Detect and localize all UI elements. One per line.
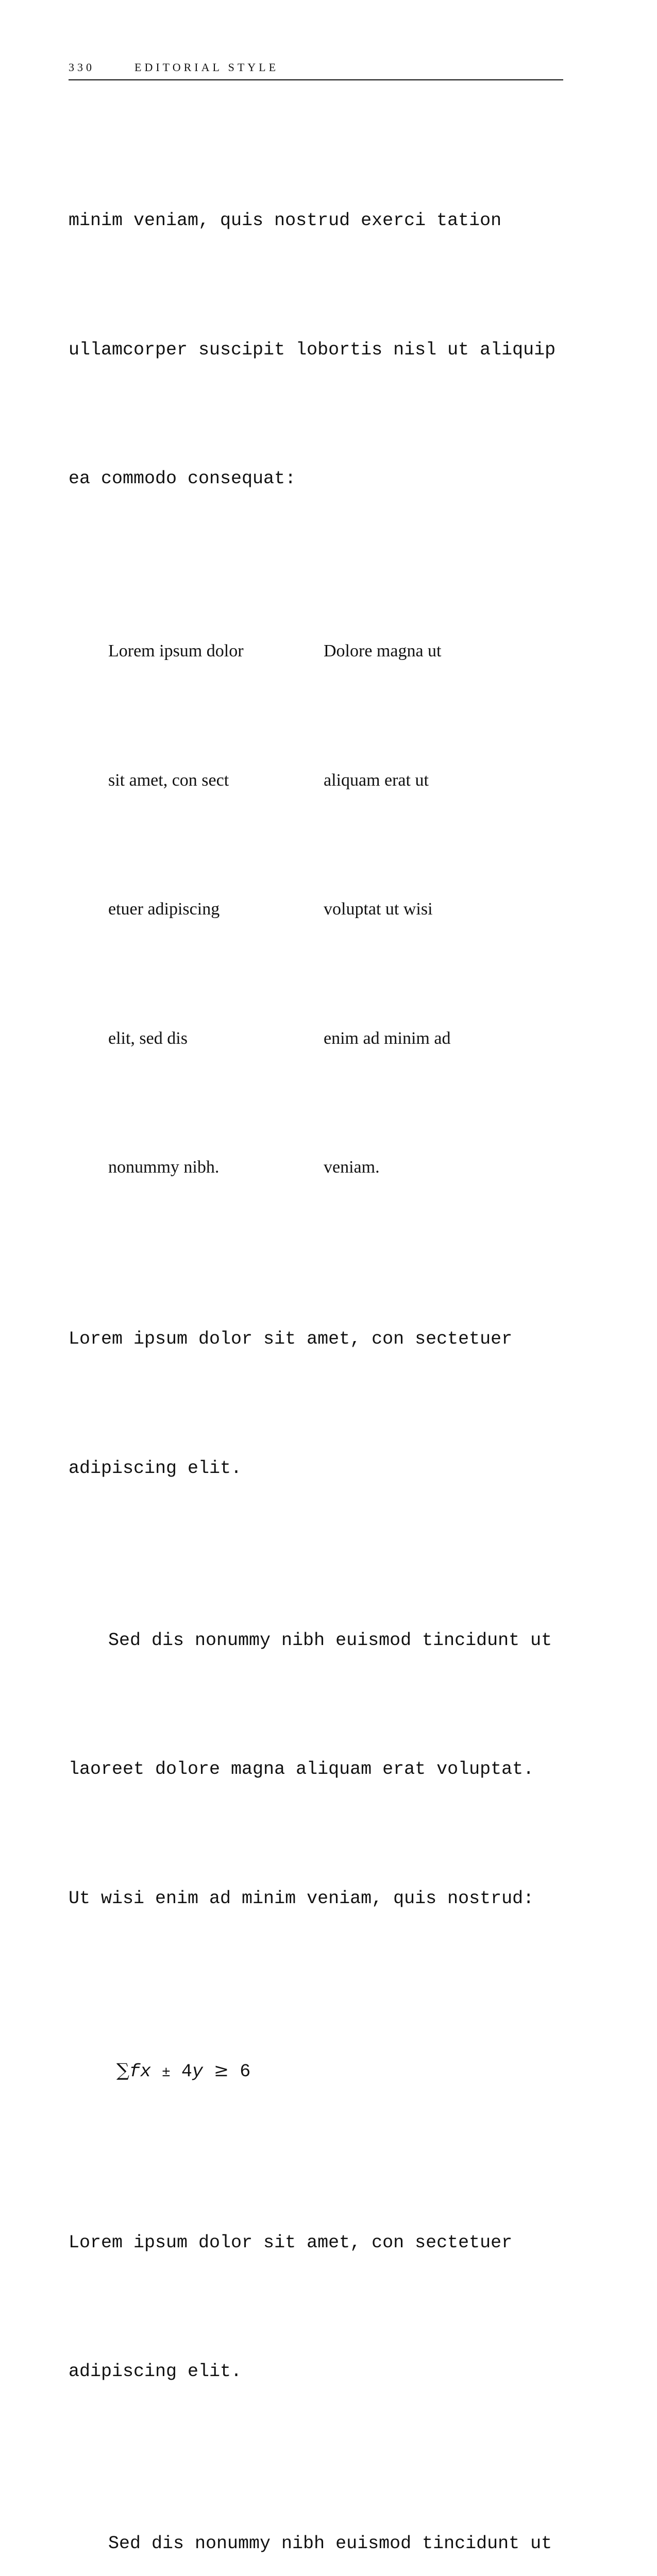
summation-symbol: ∑ — [116, 2060, 129, 2081]
running-head — [69, 57, 563, 80]
column-right-cell: voluptat ut wisi — [324, 900, 433, 919]
text-line: Lorem ipsum dolor sit amet, con sectetuer — [69, 2232, 513, 2253]
column-right-cell: Dolore magna ut — [324, 641, 442, 660]
text-line: adipiscing elit. — [69, 1458, 242, 1479]
text-line: Lorem ipsum dolor sit amet, con sectetuer — [69, 1329, 513, 1349]
text-line: adipiscing elit. — [69, 2361, 242, 2382]
column-row — [69, 1017, 563, 1060]
column-row — [69, 888, 563, 931]
column-row — [69, 1146, 563, 1189]
column-row — [69, 759, 563, 802]
column-left-cell: Lorem ipsum dolor — [108, 641, 244, 660]
text-line: ea commodo consequat: — [69, 468, 296, 489]
column-row — [69, 630, 563, 673]
column-left-cell: sit amet, con sect — [108, 770, 229, 790]
body-text — [69, 113, 563, 2576]
text-line: minim veniam, quis nostrud exerci tation — [69, 210, 502, 231]
text-line: ullamcorper suscipit lobortis nisl ut aliquip — [69, 339, 556, 360]
column-left-cell: nonummy nibh. — [108, 1158, 220, 1177]
page-number: 330 — [69, 61, 95, 74]
greater-equal-symbol: ≥ — [213, 2060, 229, 2081]
column-left-cell: etuer adipiscing — [108, 900, 220, 919]
text-line: Sed dis nonummy nibh euismod tincidunt ut — [108, 1630, 552, 1651]
text-line: Ut wisi enim ad minim veniam, quis nostrud: — [69, 1888, 534, 1909]
formula-coefficient: 4 — [181, 2061, 192, 2082]
running-title: EDITORIAL STYLE — [134, 61, 279, 74]
column-right-cell: veniam. — [324, 1158, 380, 1177]
column-right-cell: enim ad minim ad — [324, 1028, 451, 1048]
formula-variable-fx: fx — [129, 2061, 151, 2082]
text-line: Sed dis nonummy nibh euismod tincidunt ut — [108, 2533, 552, 2554]
column-left-cell: elit, sed dis — [108, 1028, 188, 1048]
column-right-cell: aliquam erat ut — [324, 770, 429, 790]
formula-constant: 6 — [240, 2061, 251, 2082]
formula-variable-y: y — [192, 2061, 203, 2082]
plus-minus-symbol: ± — [162, 2064, 171, 2081]
formula — [69, 2049, 563, 2093]
text-line: laoreet dolore magna aliquam erat voluptat. — [69, 1759, 534, 1780]
